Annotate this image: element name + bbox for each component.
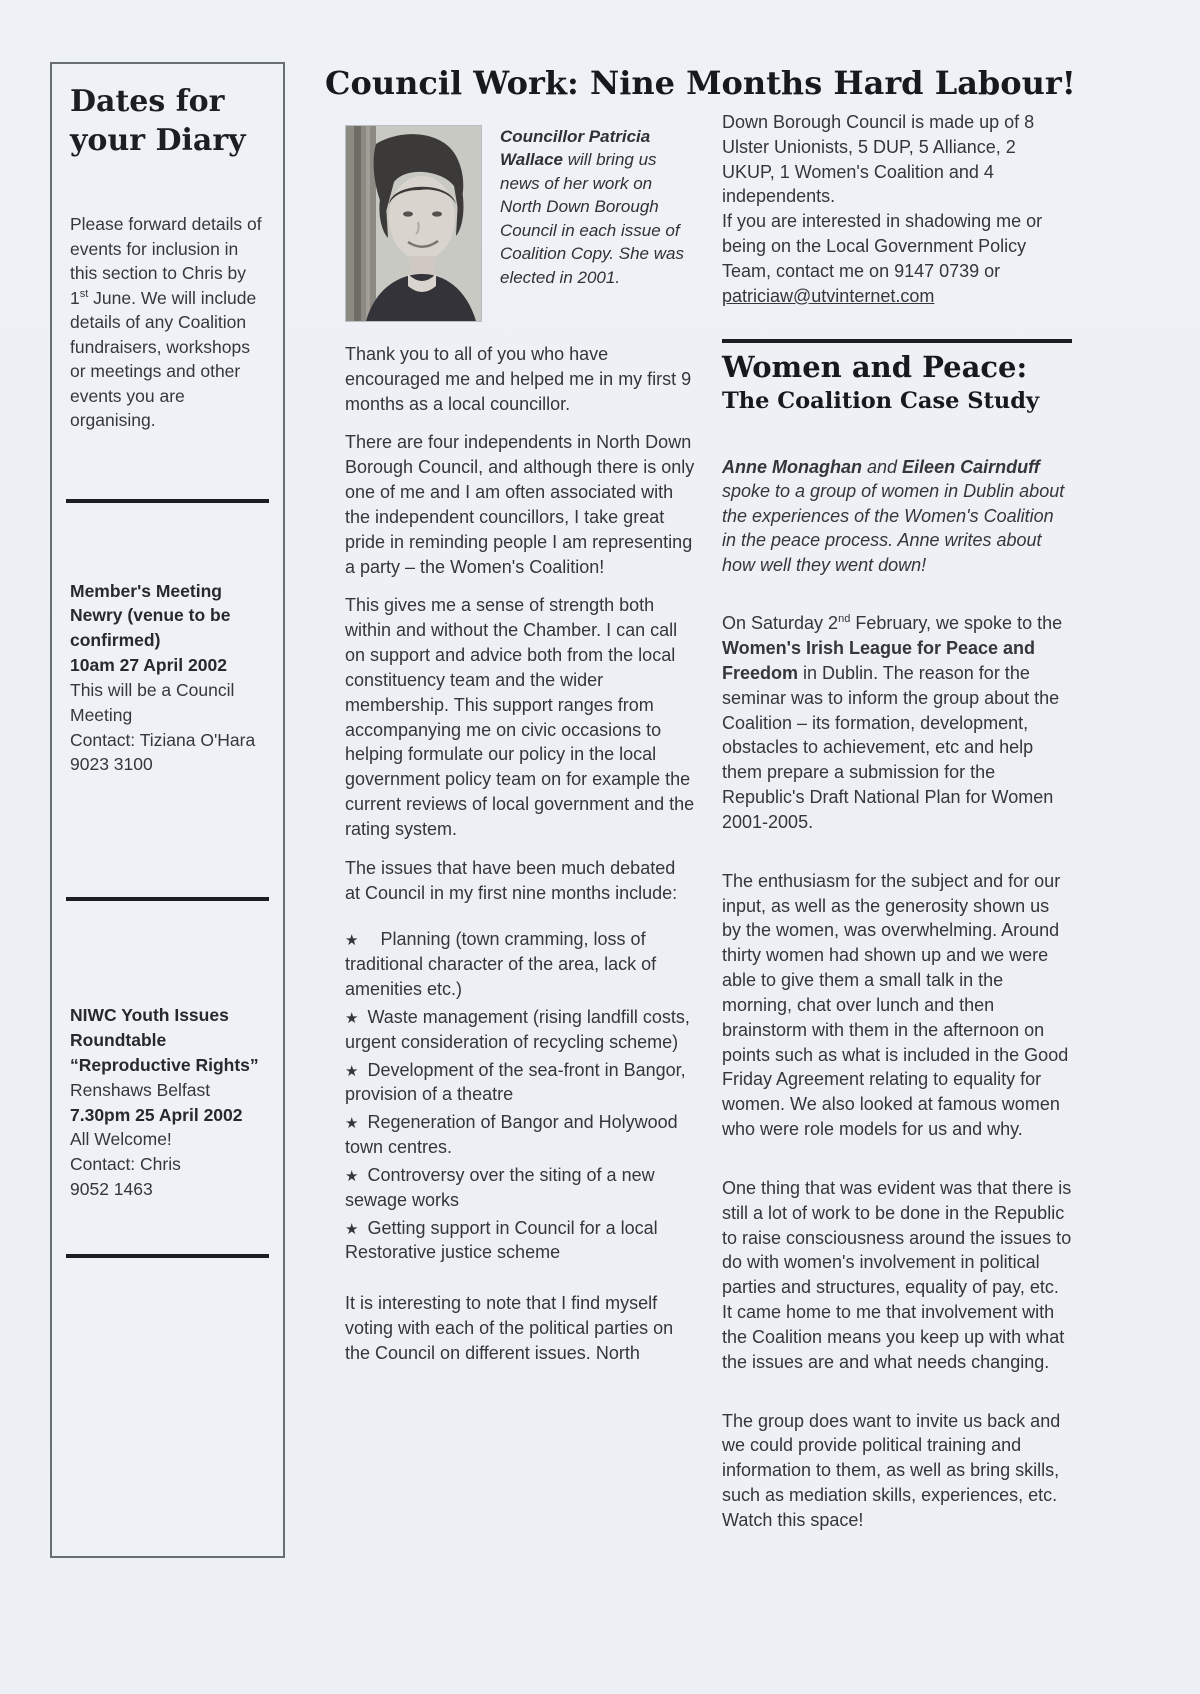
contact-text: If you are interested in shadowing me or being on the Local Government Policy Team, contact me on 9147 0739 or: [722, 211, 1043, 281]
list-item: [345, 1110, 695, 1160]
star-bullet-icon: ★: [345, 1009, 359, 1027]
diary-intro-start: Please forward details of events for inclusion in this section to Chris by 1: [70, 214, 262, 308]
divider: [722, 339, 1072, 343]
event-contact: Contact: Tiziana O'Hara: [70, 729, 256, 750]
section-heading: Women and Peace:: [722, 349, 1028, 384]
event-contact: Contact: Chris: [70, 1154, 181, 1175]
event-phone: 9023 3100: [70, 754, 153, 775]
paragraph-seminar: [722, 611, 1072, 834]
event-phone: 9052 1463: [70, 1179, 153, 1200]
event-title: NIWC Youth Issues Roundtable: [70, 1005, 229, 1051]
seminar-text-end: in Dublin. The reason for the seminar was to inform the group about the Coalition – its formation, development, obstacles to achievement, etc and help them prepare a submission for the Republic's Draft National Plan for Women 2001-2005.: [722, 662, 1060, 832]
divider: [66, 499, 269, 503]
event-datetime: 7.30pm 25 April 2002: [70, 1104, 243, 1125]
list-item-text: Regeneration of Bangor and Holywood town centres.: [345, 1112, 678, 1158]
paragraph-thanks: Thank you to all of you who have encouraged me and helped me in my first 9 months as a local councillor.: [345, 344, 692, 414]
list-item: [345, 1058, 695, 1108]
list-item: [345, 1216, 695, 1266]
paragraph-issues-lead: The issues that have been much debated at Council in my first nine months include:: [345, 857, 678, 903]
paragraph-voting: It is interesting to note that I find myself voting with each of the political parties on the Council on different issues. North: [345, 1293, 674, 1363]
star-bullet-icon: ★: [345, 1115, 359, 1133]
list-item-text: Planning (town cramming, loss of traditional character of the area, lack of amenities etc.): [345, 929, 657, 1000]
caption-councillor-name: Councillor Patricia Wallace: [500, 127, 651, 170]
star-bullet-icon: ★: [345, 1220, 359, 1238]
league-name: Women's Irish League for Peace and Freedom: [722, 638, 1036, 683]
councillor-photo: [345, 125, 482, 322]
star-bullet-icon: ★: [345, 1167, 359, 1185]
author-name: Eileen Cairnduff: [902, 456, 1040, 477]
list-item-text: Getting support in Council for a local Restorative justice scheme: [345, 1217, 658, 1263]
ordinal-superscript: st: [79, 287, 89, 300]
intro-conjunction: and: [862, 456, 903, 477]
diary-title: Dates for your Diary: [70, 84, 246, 158]
star-bullet-icon: ★: [345, 1062, 359, 1080]
photo-caption: [500, 125, 695, 308]
paragraph-evident: One thing that was evident was that there is still a lot of work to be done in the Republic to raise consciousness around the issues to do with women's involvement in political parties and structures, equality of pay, etc. It came home to me that involvement with the Coalition means you keep up with what the issues are and what needs changing.: [722, 1177, 1072, 1372]
seminar-text-mid: February, we spoke to the: [850, 613, 1063, 634]
event-note: This will be a Council Meeting: [70, 679, 235, 725]
event-venue: Renshaws Belfast: [70, 1079, 211, 1100]
diary-intro-text: [70, 212, 265, 433]
paragraph-independents: There are four independents in North Down Borough Council, and although there is only one of me and I am often associated with the independent councillors, I take great pride in reminding people I am representing a party – the Women's Coalition!: [345, 432, 695, 577]
article-title: Council Work: Nine Months Hard Labour!: [325, 64, 1076, 102]
list-item: [345, 1005, 695, 1055]
email-link[interactable]: patriciaw@utvinternet.com: [722, 285, 935, 306]
list-item: [345, 1163, 695, 1213]
seminar-text-start: On Saturday 2: [722, 613, 839, 634]
ordinal-superscript: nd: [838, 613, 851, 626]
paragraph-invite-back: The group does want to invite us back and we could provide political training and information to them, as well as bring skills, such as mediation skills, experiences, etc. Watch this space!: [722, 1410, 1061, 1530]
list-item-text: Controversy over the siting of a new sewage works: [345, 1164, 655, 1210]
paragraph-contact: [722, 209, 1072, 308]
article-column-right: [722, 110, 1072, 1533]
event-niwc-roundtable: [70, 1003, 265, 1202]
divider: [66, 1254, 269, 1258]
intro-text: spoke to a group of women in Dublin about the experiences of the Women's Coalition in the peace process. Anne writes about how well they went down!: [722, 481, 1065, 575]
councillor-photo-block: [345, 125, 695, 322]
article-column-left: [345, 125, 695, 1380]
divider: [66, 897, 269, 901]
event-title: Member's Meeting: [70, 580, 222, 601]
paragraph-council-makeup: Down Borough Council is made up of 8 Ulster Unionists, 5 DUP, 5 Alliance, 2 UKUP, 1 Women's Coalition and 4 independents.: [722, 112, 1035, 207]
event-venue: Newry (venue to be confirmed): [70, 605, 231, 651]
paragraph-strength: This gives me a sense of strength both within and without the Chamber. I can call on support and advice both from the local constituency team and the wider membership. This support ranges from accompanying me on civic occasions to helping formulate our policy in the local government policy team on for example the current reviews of local government and the rating system.: [345, 595, 695, 839]
dates-for-diary-panel: [50, 62, 285, 1558]
issues-list: [345, 927, 695, 1265]
star-bullet-icon: ★: [345, 932, 359, 950]
list-item-text: Waste management (rising landfill costs, urgent consideration of recycling scheme): [345, 1006, 690, 1052]
author-name: Anne Monaghan: [722, 456, 862, 477]
paragraph-enthusiasm: The enthusiasm for the subject and for our input, as well as the generosity shown us by the women, was overwhelming. Around thirty women had shown up and we were able to give them a small talk in the morning, chat over lunch and then brainstorm with them in the afternoon on points such as what is included in the Good Friday Agreement relating to equality for women. We also looked at famous women who were role models for us and why.: [722, 870, 1069, 1140]
list-item-text: Development of the sea-front in Bangor, provision of a theatre: [345, 1059, 686, 1105]
list-item: [345, 927, 695, 1001]
event-topic: “Reproductive Rights”: [70, 1054, 259, 1075]
diary-intro-end: June. We will include details of any Coalition fundraisers, workshops or meetings and other events you are organising.: [70, 287, 257, 430]
section-subheading: The Coalition Case Study: [722, 387, 1040, 414]
event-note: All Welcome!: [70, 1129, 172, 1150]
event-datetime: 10am 27 April 2002: [70, 655, 227, 676]
section-intro: [722, 455, 1072, 577]
event-members-meeting: [70, 579, 265, 778]
caption-text: will bring us news of her work on North Down Borough Council in each issue of Coalition Copy. She was elected in 2001.: [500, 150, 684, 287]
